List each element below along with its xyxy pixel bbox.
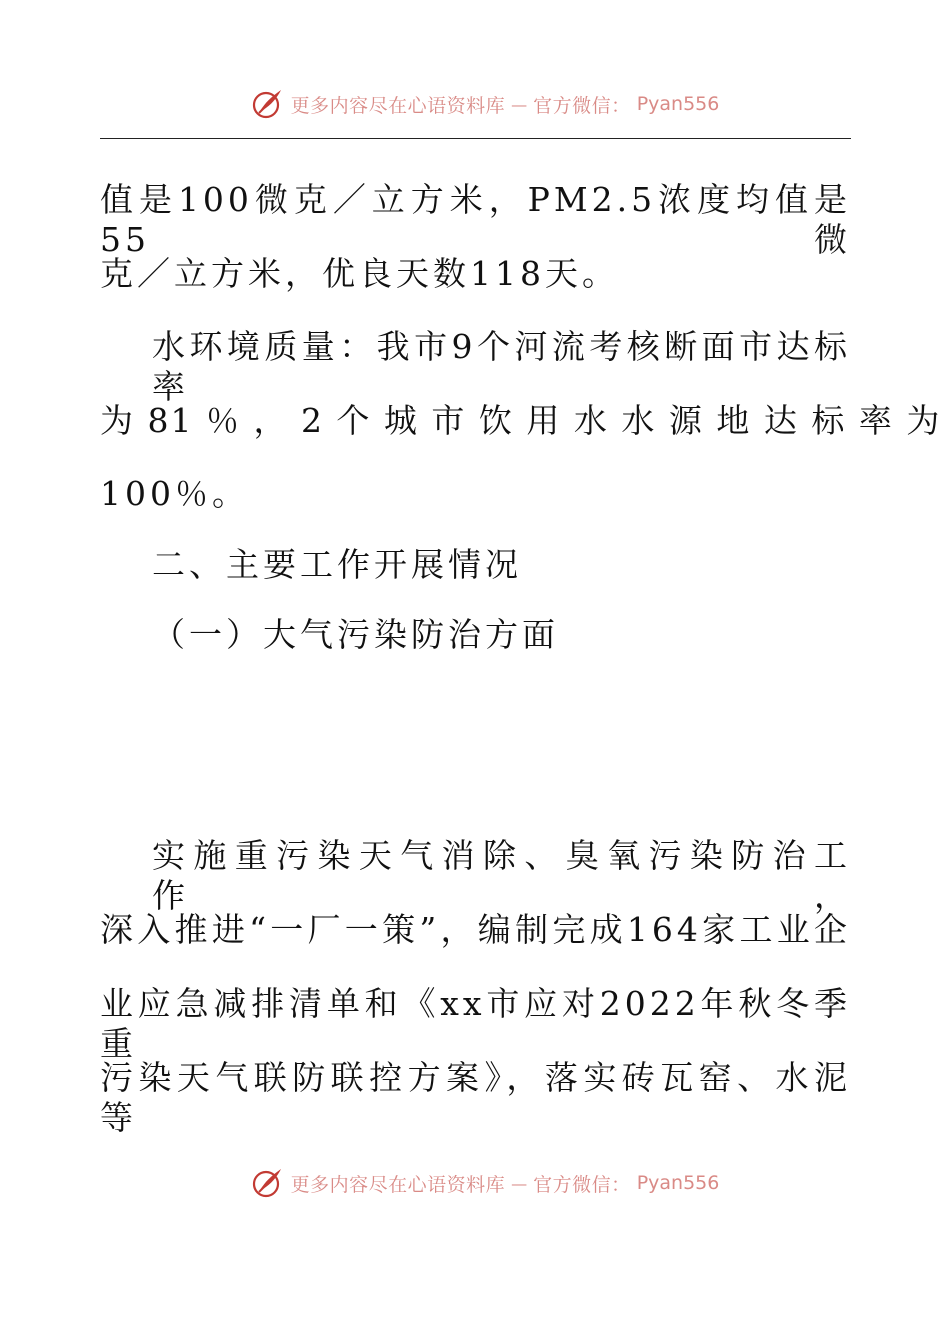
subsection-heading: （一）大气污染防治方面 <box>152 615 559 654</box>
text-line: 水环境质量：我市9个河流考核断面市达标率 <box>152 327 851 406</box>
quill-pen-logo-icon <box>251 1166 285 1200</box>
text-line: 为 81 ％ ， 2 个 城 市 饮 用 水 水 源 地 达 标 率 为 <box>100 401 942 440</box>
section-heading: 二、主要工作开展情况 <box>152 545 522 584</box>
text-line: 污染天气联防联控方案》，落实砖瓦窑、水泥等 <box>100 1058 851 1137</box>
header-divider <box>100 138 851 139</box>
watermark-wechat-id: Pyan556 <box>636 1172 720 1194</box>
watermark-text: 更多内容尽在心语资料库 <box>290 94 506 117</box>
watermark-footer <box>0 1163 950 1203</box>
watermark-dash: — <box>511 94 528 114</box>
watermark-header <box>0 84 950 124</box>
watermark-dash: — <box>511 1173 528 1193</box>
text-line: 深入推进“一厂一策”，编制完成164家工业企 <box>100 910 851 949</box>
watermark-wechat-id: Pyan556 <box>636 93 720 115</box>
text-line: 业应急减排清单和《xx市应对2022年秋冬季重 <box>100 984 851 1063</box>
text-line: 值是100微克／立方米，PM2.5浓度均值是55微 <box>100 180 851 259</box>
text-line: 实施重污染天气消除、臭氧污染防治工作， <box>152 836 851 915</box>
watermark-wechat-label: 官方微信： <box>533 94 631 117</box>
text-line: 克／立方米，优良天数118天。 <box>100 254 619 293</box>
watermark-text: 更多内容尽在心语资料库 <box>290 1173 506 1196</box>
text-line: 100％。 <box>100 474 249 513</box>
watermark-wechat-label: 官方微信： <box>533 1173 631 1196</box>
quill-pen-logo-icon <box>251 87 285 121</box>
